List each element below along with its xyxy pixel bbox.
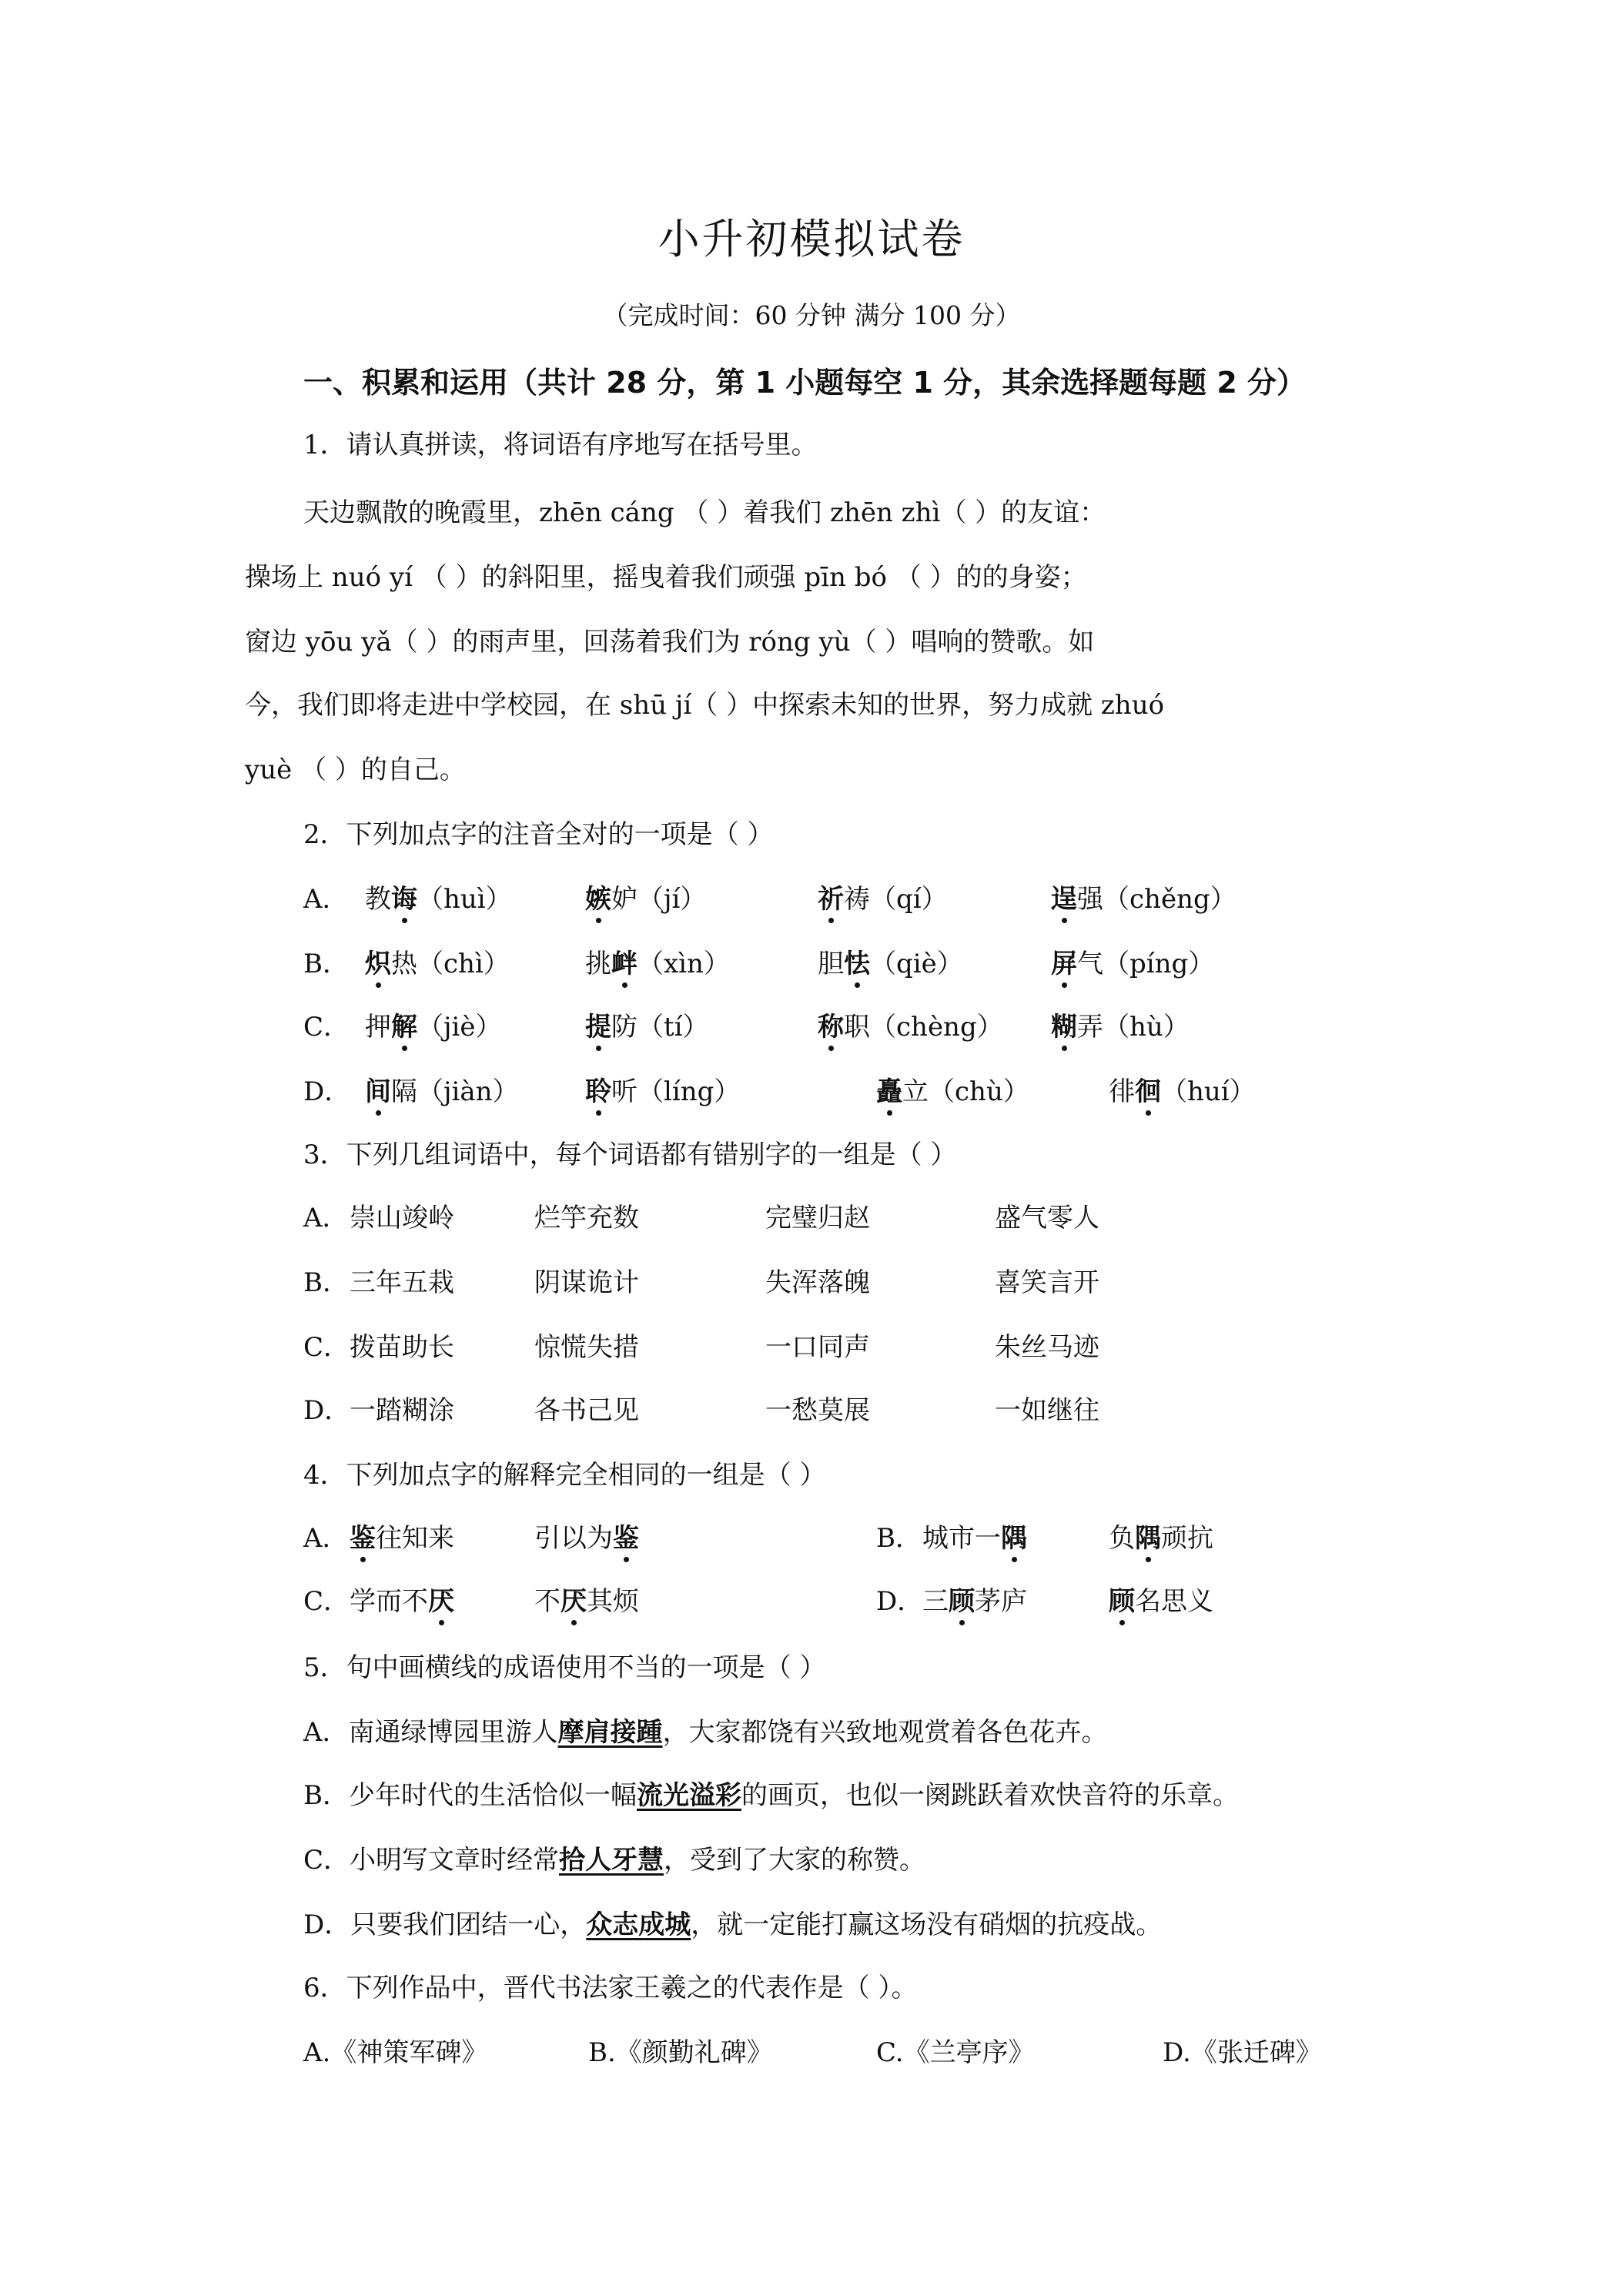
plain-text: 隔（jiàn）: [391, 1076, 519, 1107]
sentence-text: 的画页，也似一阕跳跃着欢快音符的乐章。: [741, 1780, 1239, 1811]
meaning-word: [1109, 1523, 1213, 1554]
pinyin-word: [585, 1076, 740, 1107]
dotted-character: 厌: [561, 1580, 587, 1618]
idiom-word: 各书己见: [534, 1395, 639, 1426]
sentence-text: ，就一定能打赢这场没有硝烟的抗疫战。: [691, 1909, 1163, 1940]
pinyin-word: [365, 949, 510, 979]
dotted-character: 聆: [585, 1070, 611, 1108]
meaning-word: [350, 1523, 454, 1554]
question-1-line: yuè （ ）的自己。: [245, 755, 466, 785]
idiom-word: 三年五栽: [350, 1267, 454, 1298]
sentence-option: [303, 1903, 1162, 1941]
pinyin-word: [585, 1012, 709, 1043]
underlined-idiom: 流光溢彩: [637, 1780, 741, 1811]
question-1-line: 操场上 nuó yí （ ）的斜阳里，摇曳着我们顽强 pīn bó （ ）的的身姿；: [245, 562, 1087, 593]
plain-text: 顽抗: [1161, 1523, 1213, 1554]
dotted-character: 鉴: [350, 1517, 376, 1555]
meaning-word: [922, 1523, 1027, 1554]
pinyin-word: [365, 1012, 502, 1043]
pinyin-item: [585, 878, 706, 915]
pinyin-item: [876, 1070, 1029, 1108]
dotted-character: 逞: [1051, 878, 1077, 915]
pinyin-word: [1051, 949, 1214, 979]
pinyin-item: [818, 1006, 1003, 1043]
question-3-prompt: 3．下列几组词语中，每个词语都有错别字的一组是（ ）: [303, 1140, 957, 1170]
option-label: D．: [303, 1395, 351, 1426]
pinyin-item: [365, 1070, 519, 1108]
pinyin-word: [365, 884, 512, 915]
idiom-word: 一口同声: [765, 1332, 870, 1363]
option-label: C．: [303, 1332, 350, 1363]
pinyin-word: [818, 1012, 1003, 1043]
dotted-character: 矗: [876, 1070, 902, 1108]
meaning-word: [350, 1586, 454, 1617]
option-label: B．: [876, 1523, 922, 1554]
sentence-text: ，受到了大家的称赞。: [664, 1845, 926, 1876]
question-4-prompt: 4．下列加点字的解释完全相同的一组是（ ）: [303, 1460, 826, 1491]
plain-text: 徘: [1109, 1076, 1135, 1107]
sentence-option: [303, 1711, 1108, 1749]
option-label: B．: [303, 949, 349, 979]
option-label: A．: [303, 1523, 349, 1554]
dotted-character: 祈: [818, 878, 844, 915]
dotted-character: 嫉: [585, 878, 611, 915]
dotted-character: 厌: [428, 1580, 454, 1618]
plain-text: （jiè）: [417, 1012, 502, 1043]
plain-text: 气（píng）: [1077, 949, 1215, 979]
idiom-word: 阴谋诡计: [534, 1267, 639, 1298]
dotted-character: 顾: [949, 1580, 975, 1618]
plain-text: 防（tí）: [611, 1012, 709, 1043]
dotted-character: 鉴: [613, 1517, 639, 1555]
pinyin-item: [585, 1006, 709, 1043]
meaning-word: [922, 1586, 1027, 1617]
underlined-idiom: 拾人牙慧: [559, 1845, 664, 1876]
plain-text: 强（chěng）: [1077, 884, 1236, 915]
sentence-text: C．小明写文章时经常: [303, 1845, 560, 1876]
pinyin-item: [1051, 878, 1236, 915]
sentence-option: [303, 1774, 1239, 1812]
plain-text: 往知来: [376, 1523, 454, 1554]
dotted-character: 衅: [611, 942, 637, 980]
pinyin-item: [585, 1070, 740, 1108]
underlined-idiom: 摩肩接踵: [557, 1717, 663, 1748]
plain-text: 茅庐: [975, 1586, 1027, 1617]
meaning-item: [350, 1517, 454, 1555]
work-option: C.《兰亭序》: [876, 2037, 1035, 2068]
meaning-item: [1109, 1517, 1213, 1555]
plain-text: （qiè）: [870, 949, 963, 979]
pinyin-word: [818, 884, 948, 915]
plain-text: 教: [365, 884, 391, 915]
work-option: B.《颜勤礼碑》: [588, 2037, 773, 2068]
meaning-item: [534, 1517, 639, 1555]
underlined-idiom: 众志成城: [586, 1909, 691, 1940]
page-subtitle: （完成时间：60 分钟 满分 100 分）: [602, 300, 1021, 330]
pinyin-item: [818, 878, 948, 915]
meaning-word: [534, 1523, 639, 1554]
plain-text: 立（chù）: [902, 1076, 1029, 1107]
option-label: C．: [303, 1586, 350, 1617]
work-option: D.《张迁碑》: [1163, 2037, 1322, 2068]
option-label: D．: [876, 1586, 924, 1617]
plain-text: （huì）: [417, 884, 512, 915]
meaning-item: [534, 1580, 639, 1618]
option-label: A．: [303, 1203, 349, 1233]
plain-text: 职（chèng）: [844, 1012, 1003, 1043]
plain-text: 不: [534, 1586, 561, 1617]
question-5-prompt: 5．句中画横线的成语使用不当的一项是（ ）: [303, 1652, 826, 1683]
pinyin-item: [818, 942, 963, 980]
plain-text: 负: [1109, 1523, 1135, 1554]
sentence-text: B．少年时代的生活恰似一幅: [303, 1780, 637, 1811]
pinyin-item: [365, 878, 512, 915]
plain-text: 城市一: [922, 1523, 1001, 1554]
pinyin-item: [1051, 942, 1214, 980]
plain-text: （huí）: [1161, 1076, 1256, 1107]
plain-text: 听（líng）: [611, 1076, 741, 1107]
option-label: C．: [303, 1012, 350, 1043]
plain-text: 胆: [818, 949, 844, 979]
plain-text: 挑: [585, 949, 611, 979]
sentence-option: [303, 1839, 925, 1876]
question-1-line: 今，我们即将走进中学校园，在 shū jí（ ）中探索未知的世界，努力成就 zhuó: [245, 690, 1165, 721]
plain-text: 弄（hù）: [1077, 1012, 1190, 1043]
dotted-character: 诲: [391, 878, 417, 915]
sentence-text: D．只要我们团结一心，: [303, 1909, 587, 1940]
idiom-word: 拨苗助长: [350, 1332, 454, 1363]
idiom-word: 失浑落魄: [765, 1267, 870, 1298]
question-1-line: 天边飘散的晚霞里，zhēn cáng （ ）着我们 zhēn zhì（ ）的友谊：: [303, 497, 1106, 528]
option-label: B．: [303, 1267, 349, 1298]
meaning-word: [1109, 1586, 1213, 1617]
pinyin-word: [585, 949, 730, 979]
meaning-item: [350, 1580, 454, 1618]
dotted-character: 间: [365, 1070, 391, 1108]
idiom-word: 喜笑言开: [995, 1267, 1099, 1298]
work-option: A.《神策军碑》: [303, 2037, 488, 2068]
plain-text: 热（chì）: [391, 949, 510, 979]
idiom-word: 烂竽充数: [534, 1203, 639, 1233]
pinyin-word: [365, 1076, 519, 1107]
pinyin-word: [1051, 884, 1236, 915]
dotted-character: 糊: [1051, 1006, 1077, 1043]
idiom-word: 朱丝马迹: [995, 1332, 1099, 1363]
pinyin-word: [1109, 1076, 1256, 1107]
dotted-character: 屏: [1051, 942, 1077, 980]
dotted-character: 隅: [1135, 1517, 1161, 1555]
pinyin-item: [365, 1006, 502, 1043]
dotted-character: 隅: [1001, 1517, 1027, 1555]
plain-text: 三: [922, 1586, 949, 1617]
pinyin-word: [585, 884, 706, 915]
plain-text: 引以为: [534, 1523, 613, 1554]
option-label: A．: [303, 884, 349, 915]
pinyin-item: [585, 942, 730, 980]
plain-text: 妒（jí）: [611, 884, 707, 915]
section-heading: 一、积累和运用（共计 28 分，第 1 小题每空 1 分，其余选择题每题 2 分）: [303, 366, 1307, 400]
plain-text: （xìn）: [637, 949, 730, 979]
option-label: D．: [303, 1076, 351, 1107]
idiom-word: 一如继往: [995, 1395, 1099, 1426]
sentence-text: ，大家都饶有兴致地观赏着各色花卉。: [662, 1717, 1108, 1748]
meaning-item: [922, 1580, 1027, 1618]
question-6-prompt: 6．下列作品中，晋代书法家王羲之的代表作是（ ）。: [303, 1973, 918, 2003]
pinyin-word: [818, 949, 963, 979]
sentence-text: A．南通绿博园里游人: [303, 1717, 558, 1748]
dotted-character: 徊: [1135, 1070, 1161, 1108]
dotted-character: 炽: [365, 942, 391, 980]
idiom-word: 完璧归赵: [765, 1203, 870, 1233]
meaning-item: [922, 1517, 1027, 1555]
dotted-character: 提: [585, 1006, 611, 1043]
page-title: 小升初模拟试卷: [658, 215, 965, 263]
question-1-line: 窗边 yōu yǎ（ ）的雨声里，回荡着我们为 róng yù（ ）唱响的赞歌。如: [245, 627, 1095, 658]
idiom-word: 一愁莫展: [765, 1395, 870, 1426]
dotted-character: 解: [391, 1006, 417, 1043]
idiom-word: 崇山竣岭: [350, 1203, 454, 1233]
pinyin-item: [365, 942, 510, 980]
plain-text: 名思义: [1135, 1586, 1213, 1617]
meaning-word: [534, 1586, 639, 1617]
pinyin-word: [1051, 1012, 1190, 1043]
dotted-character: 怯: [844, 942, 870, 980]
pinyin-item: [1109, 1070, 1256, 1108]
plain-text: 其烦: [587, 1586, 639, 1617]
idiom-word: 盛气零人: [995, 1203, 1099, 1233]
plain-text: 学而不: [350, 1586, 428, 1617]
question-2-prompt: 2．下列加点字的注音全对的一项是（ ）: [303, 819, 774, 850]
plain-text: 祷（qí）: [844, 884, 948, 915]
pinyin-word: [876, 1076, 1029, 1107]
plain-text: 押: [365, 1012, 391, 1043]
pinyin-item: [1051, 1006, 1190, 1043]
idiom-word: 惊慌失措: [534, 1332, 639, 1363]
question-1-prompt: 1．请认真拼读，将词语有序地写在括号里。: [303, 430, 818, 460]
dotted-character: 顾: [1109, 1580, 1135, 1618]
dotted-character: 称: [818, 1006, 844, 1043]
idiom-word: 一踏糊涂: [350, 1395, 454, 1426]
meaning-item: [1109, 1580, 1213, 1618]
